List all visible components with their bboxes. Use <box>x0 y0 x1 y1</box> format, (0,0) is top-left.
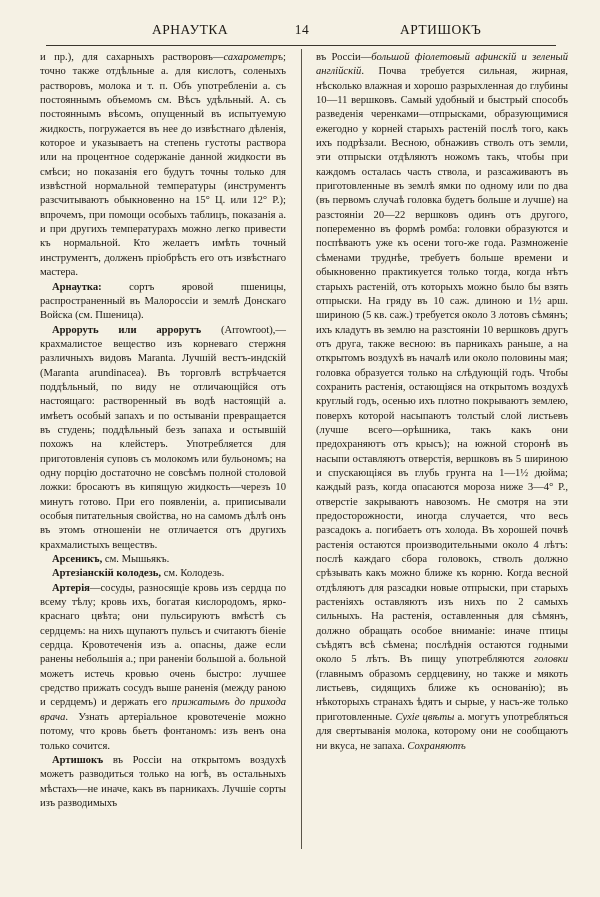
column-divider <box>301 49 302 849</box>
entry-headword: Артерія <box>52 582 90 594</box>
entry-headword: Арсеникъ, <box>52 554 103 566</box>
entry-artesian-well: Артезіанскій колодезь, см. Колодезь. <box>52 568 225 580</box>
page-number: 14 <box>294 22 310 37</box>
entry-artichoke: Артишокъ въ Россіи на открытомъ воздухѣ можетъ разводиться только на югѣ, въ остальныхъ мѣстахъ—не иначе, какъ въ парникахъ. Лучшіе сорты изъ разводимыхъ <box>40 754 286 809</box>
entry-arsenic: Арсеникъ, см. Мышьякъ. <box>52 554 170 566</box>
header-right-title: АРТИШОКЪ <box>400 22 482 37</box>
page-header <box>52 22 552 42</box>
entry-headword: Артишокъ <box>52 754 104 766</box>
left-column <box>40 51 286 811</box>
entry-artichoke-continued: въ Россіи—большой фіолетовый афинскій и зеленый англійскій. Почва требуется сильная, жирная, нѣсколько влажная и хорошо разрыхленная до глубины 10—11 вершковъ. Самый удобный и быстрый способъ разведенія черенками—отпрысками, образующимися ежегодно у корней старыхъ растеній послѣ того, какъ ихъ подрѣзали. Весною, обнаживъ стволъ отъ земли, эти отпрыски отдѣляютъ ножомъ такъ, чтобы при каждомъ осталась часть ствола, и разсаживаютъ въ приготовленные въ землѣ ямки по одному или по два (въ первомъ случаѣ головка будетъ больше и лучше) на разстояніи 20—22 вершковъ одинъ отъ другого, попеременно въ формѣ ромба: головки образуются и поспѣваютъ уже къ осени того-же года. Размноженіе сѣменами труднѣе, требуетъ больше времени и обыкновенно практикуется только тогда, когда нѣтъ старыхъ растеній, отъ которыхъ можно было бы взять отпрыски. На гряду въ 10 саж. длиною и 1½ арш. шириною (5 кв. саж.) требуется около 3 лотовъ сѣмянъ; ихъ кладутъ въ землю на разстояніи 10 вершковъ другъ отъ друга, также весною: въ парникахъ раньше, а на открытомъ воздухѣ въ началѣ или около половины мая; головка образуется только на слѣдующій годъ. Чтобы сохранить растенія, остающіяся на открытомъ воздухѣ круглый годъ, осенью ихъ плотно покрываютъ землею, поверхъ которой насыпаютъ толстый слой листьевъ (лучше всего—орѣшника, такъ какъ они предохраняютъ отъ крысъ); на южной сторонѣ въ насыпи оставляютъ отверстія, вершковъ въ 5 шириною и спускающіяся въ глубь грунта на 1—1½ дюйма; каждый разъ, когда опасаются мороза ниже 3—4° Р., отверстіе закрываютъ навозомъ. Не смотря на эти предосторожности, иногда случается, что весь разсадокъ а. погибаетъ отъ холода. Въ хорошей почвѣ растенія остаются производительными около 4 лѣтъ: послѣ каждаго сбора головокъ, стволъ должно срѣзывать какъ можно ближе къ корню. Когда весной отдѣляютъ для разсадки новые отпрыски, при старыхъ растеніяхъ оставляютъ изъ нихъ по 2 самыхъ сильныхъ. На растенія, оставленныя для сѣмянъ, должно обращать особое вниманіе: иначе птицы съѣдятъ всѣ сѣмена; послѣднія остаются годными около 5 лѣтъ. Въ пищу употребляются головки (главнымъ образомъ сердцевину, но также и мякоть листьевъ, сидящихъ ближе къ основанію); въ нѣкоторыхъ странахъ ѣдятъ и сырые, у насъ-же только приготовленные. Сухіе цвѣты а. могутъ употребляться для свертыванія молока, которому они не сообщаютъ ни вкуса, не запаха. Сохраняютъ <box>316 52 569 752</box>
entry-headword: Арроруть или аррорутъ <box>52 324 202 336</box>
entry-areometer-continued: и пр.), для сахарныхъ растворовъ—сахарометръ; точно также отдѣльные а. для кислотъ, соленыхъ растворовъ, молока и т. п. Объ употребленіи а. съ постояннымъ объемомъ см. Вѣсъ удѣльный. А. съ постояннымъ вѣсомъ, опущенный въ испытуемую жидкость, погружается въ нее до извѣстнаго дѣленія, которое и указываетъ на степень густоты раствора или на процентное содержаніе данной жидкости въ смѣси; но показанія его будутъ точны только для извѣстной нормальной температуры (инструментъ разсчитываютъ обыкновенно на 15° Ц. или 12° Р.); впрочемъ, при помощи особыхъ таблицъ, показанія а. и при другихъ температурахъ можно легко привести къ нормальной. Кто желаетъ имѣть точный инструментъ, долженъ пріобрѣсть его отъ извѣстнаго мастера. <box>40 52 286 279</box>
header-rule <box>46 45 556 46</box>
entry-headword: Артезіанскій колодезь, <box>52 568 162 580</box>
entry-artery: Артерія—сосуды, разносящіе кровь изъ сердца по всему тѣлу; кровь ихъ, богатая кислородомъ, ярко-краснаго цвѣта; они пульсируютъ вмѣстѣ съ сердцемъ: на нихъ щупаютъ пульсъ и считаютъ біеніе сердца. Кровотеченія изъ а. опасны, даже если ранены небольшія а.; при раненіи большой а. больной можетъ истечь кровью очень быстро: лучшее средство прижать сосудъ выше раненія (между раною и сердцемъ) и держать его прижатымъ до прихода врача. Узнать артеріальное кровотеченіе можно потому, что кровь бьетъ фонтаномъ: изъ венъ она только сочится. <box>40 582 286 752</box>
entry-arnautka: Арнаутка: сортъ яровой пшеницы, распространенный въ Малороссіи и землѣ Донскаго Войска (см. Пшеница). <box>40 281 286 322</box>
right-column <box>316 51 568 754</box>
header-left-title: АРНАУТКА <box>152 22 229 37</box>
entry-arrowroot: Арроруть или аррорутъ (Arrowroot),—крахмалистое вещество изъ корневаго стержня различныхъ видовъ Maranta. Лучшій вестъ-индскій (Maranta arundinacea). Въ торговлѣ встрѣчается поддѣльный, по виду не отличающійся отъ настоящаго: растворенный въ водѣ настоящій а. имѣетъ особый запахъ и по остываніи превращается въ студень; поддѣльный безъ запаха и остывшій похожъ на клейстеръ. Употребляется для приготовленія суповъ съ молокомъ или бульономъ; на одну порцію достаточно не совсѣмъ полной столовой ложки: бросаютъ въ кипящую жидкость—черезъ 10 минутъ готово. При его появленіи, а. приписывали особыя питательныя свойства, но на самомъ дѣлѣ онъ въ этомъ отношеніи не отличается отъ другихъ крахмалистыхъ веществъ. <box>40 324 286 551</box>
entry-headword: Арнаутка: <box>52 281 102 293</box>
